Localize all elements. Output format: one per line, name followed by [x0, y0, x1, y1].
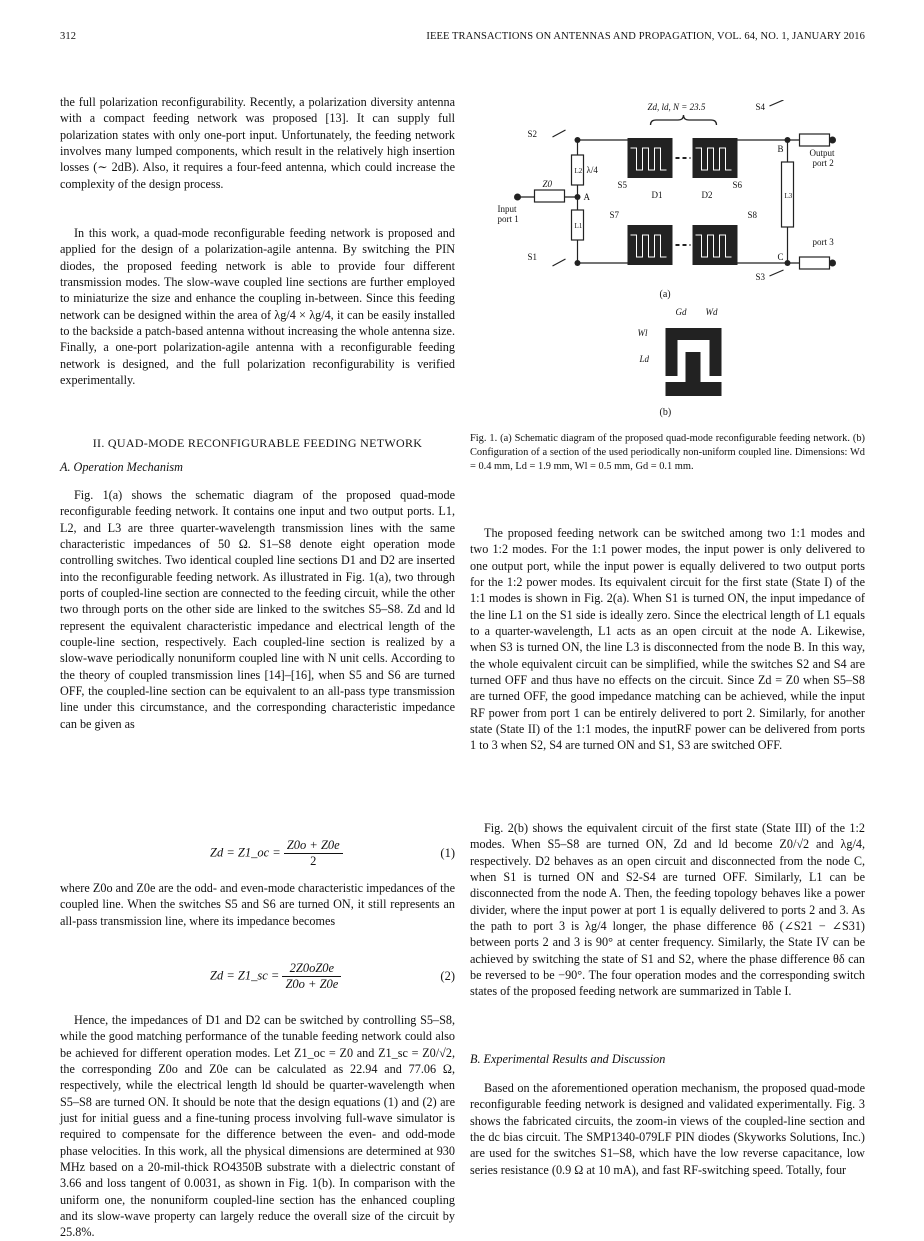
label-s5: S5 [617, 180, 628, 190]
subsection-heading: A. Operation Mechanism [60, 460, 183, 474]
unit-cell-drawing [666, 328, 722, 396]
eq2-numerator: 2Z0oZ0e [282, 961, 341, 977]
label-b: B [777, 144, 784, 154]
label-l3: L3 [784, 192, 793, 200]
label-wd: Wd [705, 307, 718, 317]
label-s2: S2 [527, 129, 538, 139]
subsection-heading-b: B. Experimental Results and Discussion [470, 1052, 666, 1066]
paragraph: The proposed feeding network can be switched among two 1:1 modes and two 1:2 modes. For the 1:1 power modes, the input power is only delivered to one output port, while the input power is equally delivered to two output ports for the 1:2 power modes. Its equivalent circuit for the first state (State I) of the 1:1 modes is shown in Fig. 2(a). When S1 is turned ON, the input impedance of the line L1 on the S1 side is ideally zero. Since the electrical length of L1 equals to a quarter-wavelength, L1 acts as an open circuit at the node A. Likewise, when S3 is turned ON, the line L3 is disconnected from the node B. In this way, the whole equivalent circuit can be simplified, while the switches S2 and S4 are turned OFF and thus have no effects on the circuit. Since Zd = Z0 when S5–S8 are turned OFF, the good impedance matching can be achieved, while the input RF power from port 1 can be entirely delivered to port 2. Similarly, for another state (State II) of the 1:1 modes, the inputRF power can be delivered from ports 1 to 3 when S2, S4 are turned ON and S1, S3 are switched OFF. [470, 526, 865, 753]
label-z0: Z0 [542, 179, 553, 189]
label-quarter-wave: λ/4 [586, 165, 598, 175]
label-output-2: Output [809, 148, 835, 158]
left-para-3 [60, 487, 455, 732]
label-gd: Gd [675, 307, 687, 317]
label-sub-a: (a) [659, 289, 671, 300]
eq1-number: (1) [440, 846, 455, 860]
label-s4: S4 [755, 102, 766, 112]
eq1-fraction [284, 838, 343, 869]
eq1-lhs: Zd = Z1_oc = [210, 845, 281, 860]
page-number: 312 [60, 31, 77, 42]
paragraph: Hence, the impedances of D1 and D2 can be switched by controlling S5–S8, while the good matching performance of the tunable feeding network could also be achieved for different operation modes. Let Z1_oc = Z0 and Z1_sc = Z0/√2, the corresponding Z0o and Z0e can be calculated as 22.94 and 77.06 Ω, respectively, while the electrical length ld should be quarter-wavelength when S5–S8 are turned ON. It should be note that the design equations (1) and (2) are just for initial guess and a fine-tuning process involving full-wave simulator is required to compensate for the difference between the even- and odd-mode phase velocities. In this work, all the physical dimensions are determined at 930 MHz based on a 20-mil-thick RO4350B substrate with a dielectric constant of 3.66 and loss tangent of 0.0031, as shown in Fig. 1(b). In comparison with the uniform one, the nonuniform coupled-line section has the enhanced coupling and its slow-wave property can largely reduce the overall size of the circuit by 25.8%. [60, 1013, 455, 1240]
label-zd-ld-n: Zd, ld, N = 23.5 [647, 102, 706, 112]
label-s8: S8 [747, 210, 758, 220]
label-s1: S1 [527, 252, 538, 262]
paragraph: Based on the aforementioned operation mechanism, the proposed quad-mode reconfigurable feeding network is designed and validated experimentally. Fig. 3 shows the fabricated circuits, the zoom-in views of the coupled-line section and the dc bias circuit. The SMP1340-079LF PIN diodes (Skyworks Solutions, Inc.) are used for the switches S1–S8, which have the low reverse capacitance, low series resistance (0.9 Ω at 10 mA), and fast RF-switching speed. Totally, four [470, 1081, 865, 1177]
label-input: Input [497, 204, 517, 214]
label-ld: Ld [639, 354, 650, 364]
label-s6: S6 [732, 180, 743, 190]
left-para-1 [60, 94, 455, 192]
eq2-number: (2) [440, 969, 455, 983]
label-port2: port 2 [812, 158, 834, 168]
right-para-1 [470, 525, 865, 754]
left-para-2 [60, 225, 455, 388]
running-header: IEEE TRANSACTIONS ON ANTENNAS AND PROPAGATION, VOL. 64, NO. 1, JANUARY 2016 [426, 31, 865, 42]
left-para-4 [60, 880, 455, 929]
figure-1-caption: Fig. 1. (a) Schematic diagram of the proposed quad-mode reconfigurable feeding network. (b) Configuration of a section of the used periodically non-uniform coupled line. Dimensions: Wd = 0.4 mm, Ld = 1.9 mm, Wl = 0.5 mm, Gd = 0.1 mm. [470, 433, 865, 473]
paragraph: the full polarization reconfigurability. Recently, a polarization diversity antenna with a compact feeding network was proposed [13]. It can supply full polarization states with only one-port input. Unfortunately, the feeding network involves many lumped components, which result in the relatively high insertion losses (∼ 2dB). Also, it requires a four-feed antenna, which could increase the complexity of the design process. [60, 95, 455, 191]
eq2-denominator: Z0o + Z0e [285, 977, 339, 991]
right-para-2 [470, 820, 865, 1000]
eq1-body [210, 838, 343, 869]
paragraph: In this work, a quad-mode reconfigurable feeding network is proposed and applied for the design of a polarization-agile antenna. By switching the PIN diodes, the proposed feeding network is able to provide four different transmission modes. The slow-wave coupled line sections are further employed to miniaturize the size and enhance the coupling in-between. Since this feeding network can be designed within the area of λg/4 × λg/4, it can be easily installed to the backside a patch-based antenna without increasing the whole antenna size. Finally, a one-port polarization-agile antenna with a reconfigurable feeding network is designed, and the full polarization reconfigurability is verified experimentally. [60, 226, 455, 388]
paragraph: Fig. 1(a) shows the schematic diagram of the proposed quad-mode reconfigurable feeding network. It contains one input and two output ports. L1, L2, and L3 are three quarter-wavelength transmission lines with the same characteristic impedances of 50 Ω. S1–S8 denote eight operation mode controlling switches. Two identical coupled line sections D1 and D2 are inserted into the reconfigurable feeding network. As illustrated in Fig. 1(a), two through ports of coupled-line section are connected to the feeding circuit, while the other two through ports on the other side are linked to the switches S5–S8. Zd and ld represent the equivalent characteristic impedance and electrical length of the couple-line section, respectively. Each coupled-line section is realized by a slow-wave periodically nonuniform coupled line with N unit cells. According to the theory of coupled transmission lines [14]–[16], when S5 and S6 are turned OFF, the coupled-line section can be equivalent to an all-pass type transmission line under this circumstance, and the corresponding characteristic impedance can be given as [60, 488, 455, 731]
label-port3: port 3 [812, 237, 834, 247]
paragraph: Fig. 2(b) shows the equivalent circuit of the first state (State III) of the 1:2 modes. When S5–S8 are turned ON, Zd and ld become Z0/√2 and λg/4, respectively. D2 behaves as an open circuit and disconnected from the node C, when S1 is turned ON and S2-S4 are turned OFF. Similarly, L1 can be disconnected from the node A. Then, the feeding topology behaves like a power divider, where the input power at port 1 is equally delivered to ports 2 and 3. As the path to port 3 is λg/4 longer, the phase difference θδ (∠S21 − ∠S31) between ports 2 and 3 is 90° at center frequency. Similarly, the State IV can be achieved by switching the state of S1 and S2, where the phase difference θδ can be reversed to be −90°. The four operation modes and the corresponding switch states of the proposed feeding network are summarized in Table I. [470, 821, 865, 999]
eq2-lhs: Zd = Z1_sc = [210, 968, 280, 983]
label-s7: S7 [609, 210, 620, 220]
eq2-fraction [282, 961, 341, 992]
label-port1: port 1 [497, 214, 519, 224]
label-sub-b: (b) [659, 407, 672, 418]
figure-1-schematic [470, 100, 865, 420]
label-s3: S3 [755, 272, 766, 282]
paragraph: where Z0o and Z0e are the odd- and even-mode characteristic impedances of the coupled line. When the switches S5 and S6 are turned ON, it still represents an all-pass transmission line, where its impedance becomes [60, 881, 455, 928]
label-d2: D2 [701, 190, 713, 200]
label-d1: D1 [651, 190, 663, 200]
left-para-5 [60, 1012, 455, 1241]
eq1-denominator: 2 [310, 854, 317, 868]
right-para-3 [470, 1080, 865, 1178]
label-c: C [777, 252, 784, 262]
eq2-body [210, 961, 341, 992]
label-a: A [583, 192, 590, 202]
label-l1: L1 [574, 222, 583, 230]
label-l2: L2 [574, 167, 583, 175]
label-wl: Wl [637, 328, 648, 338]
eq1-numerator: Z0o + Z0e [284, 838, 343, 854]
section-heading: II. QUAD-MODE RECONFIGURABLE FEEDING NETWORK [92, 436, 423, 450]
